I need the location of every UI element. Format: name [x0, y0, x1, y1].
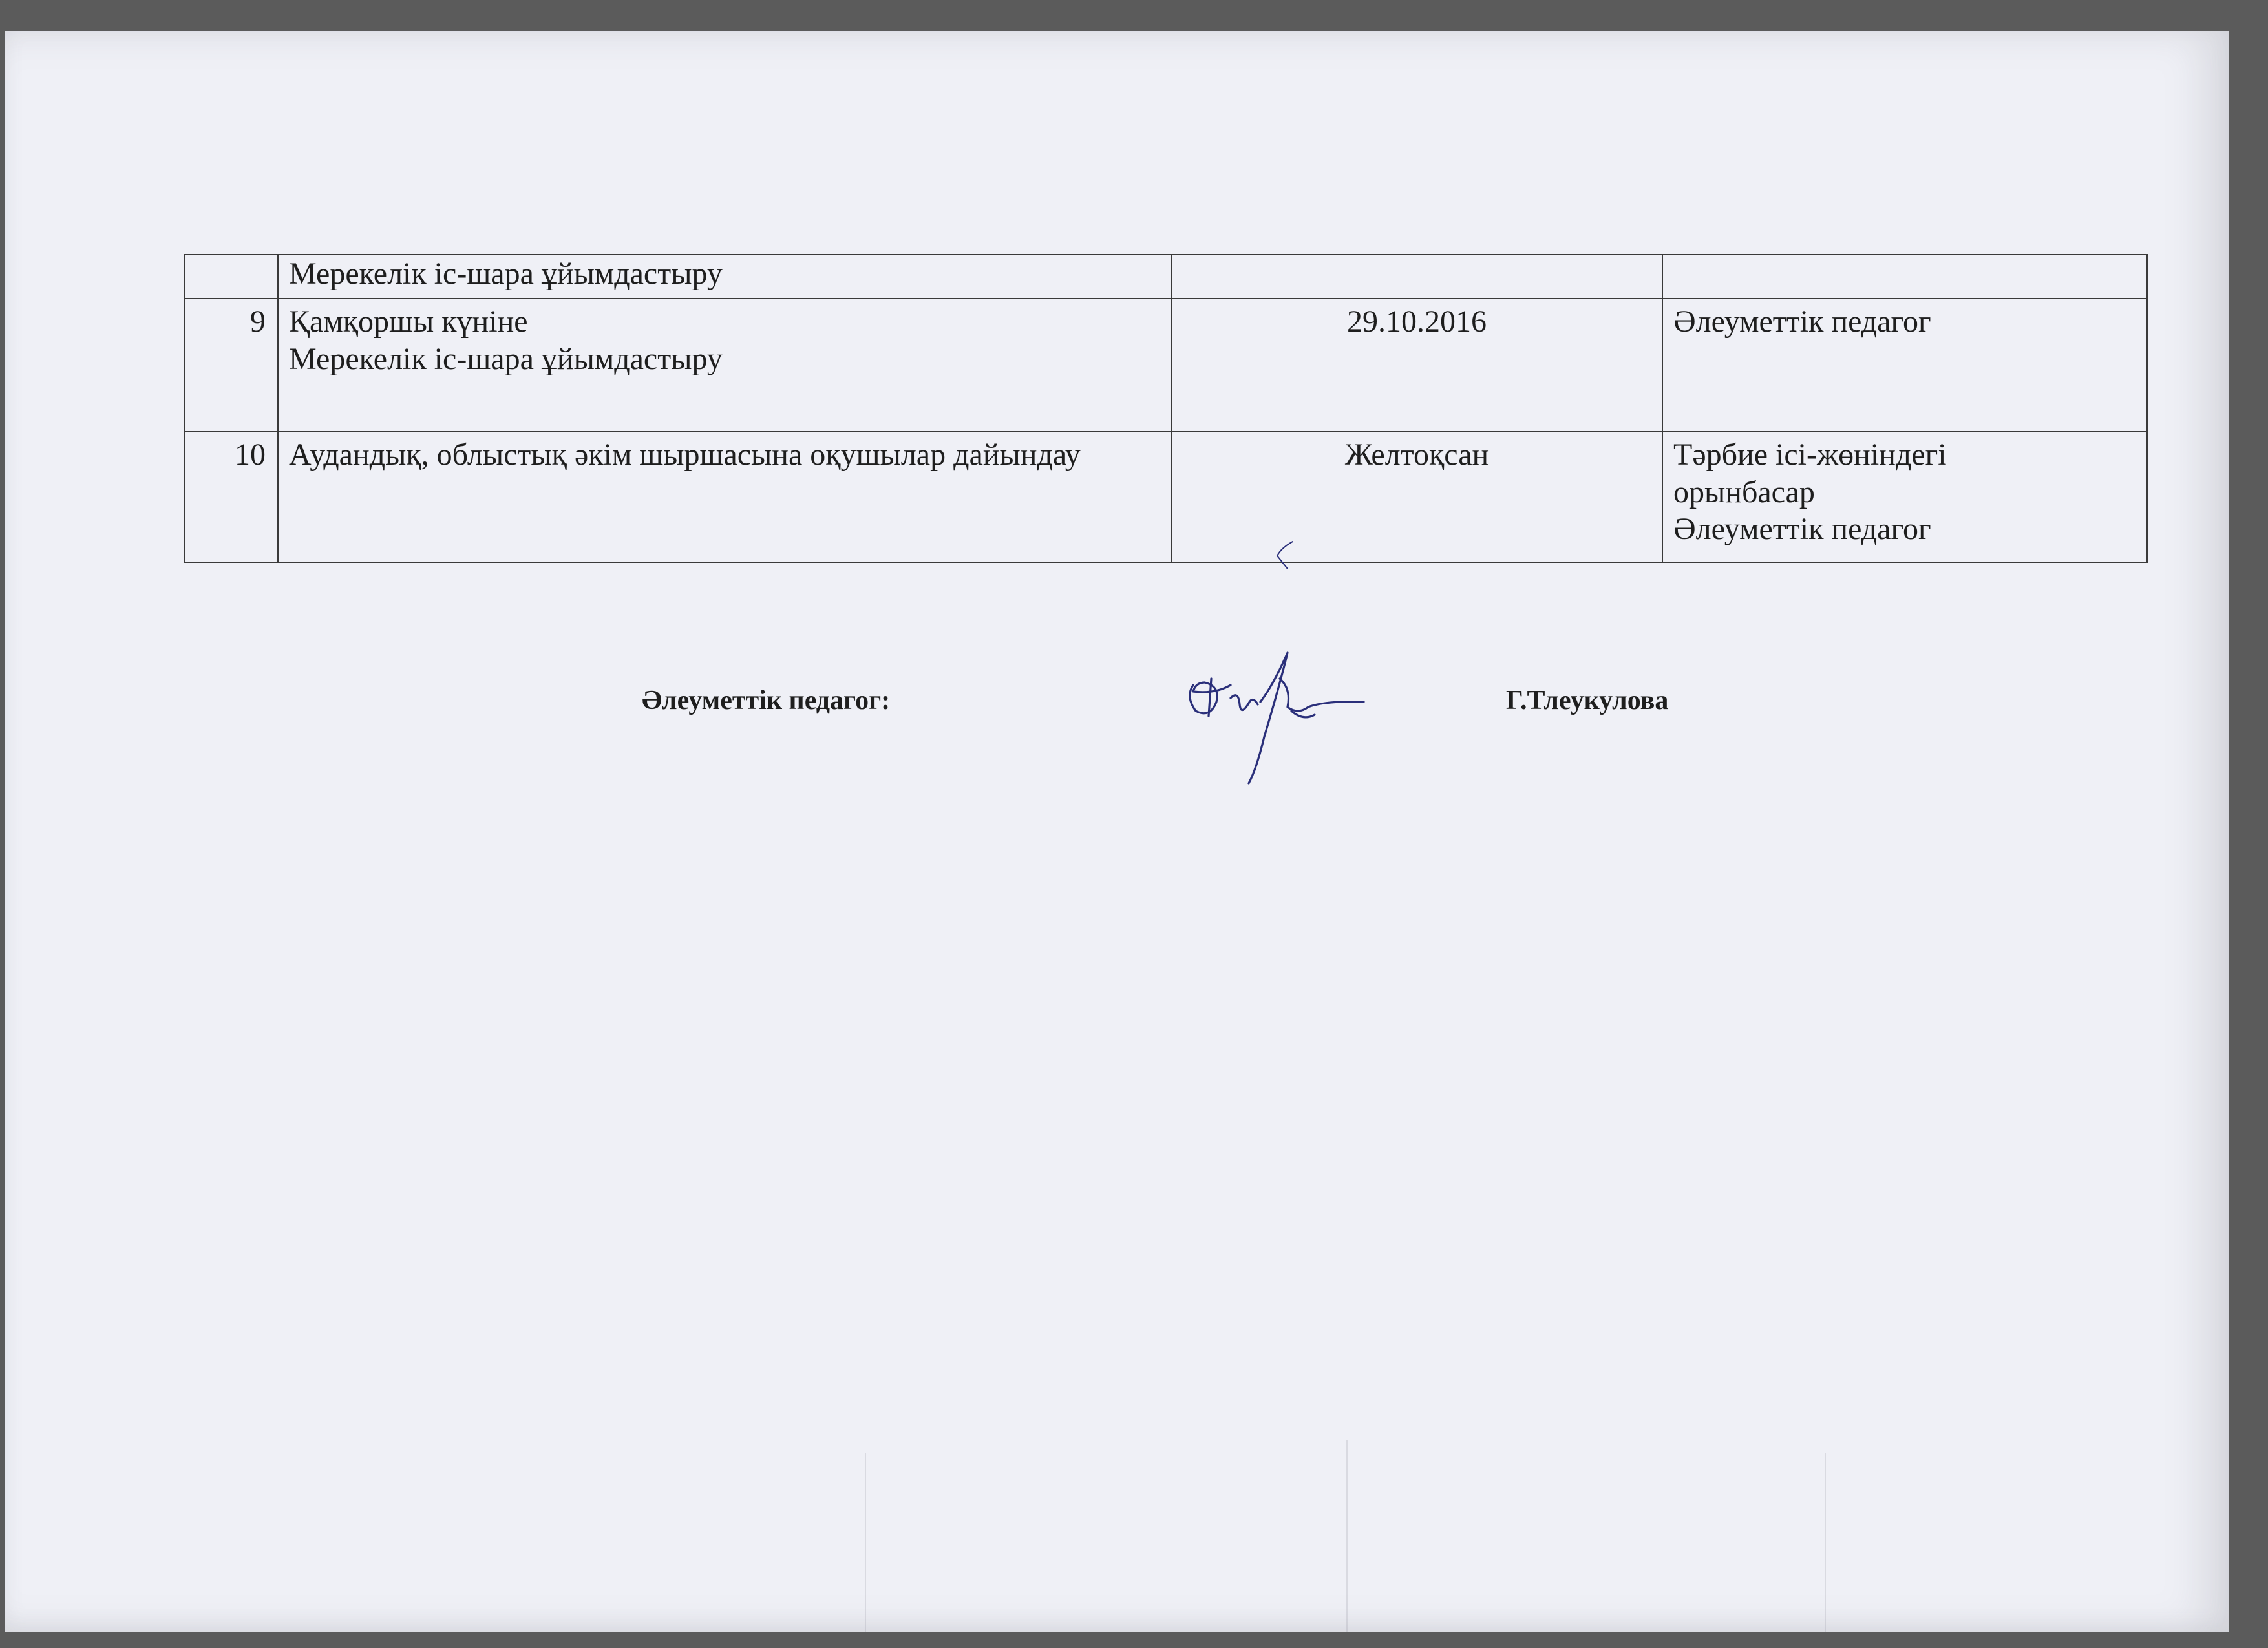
table-row [185, 299, 2147, 432]
responsible-cell [1662, 299, 2147, 432]
responsible-cell [1662, 432, 2147, 562]
paper-crease [1825, 1453, 1826, 1632]
responsible-text: Әлеуметтік педагог [1673, 512, 1931, 547]
activity-text: Аудандық, облыстық әкім шыршасына оқушылар дайындау [289, 438, 1081, 472]
activity-cell [278, 432, 1171, 562]
paper-crease [1346, 1440, 1348, 1632]
activity-text: Мерекелік іс-шара ұйымдастыру [289, 257, 723, 291]
row-number [185, 255, 278, 299]
table-row [185, 255, 2147, 299]
responsible-cell [1662, 255, 2147, 299]
date-cell: 29.10.2016 [1171, 299, 1662, 432]
activity-cell [278, 299, 1171, 432]
row-number: 9 [185, 299, 278, 432]
activity-text: Мерекелік іс-шара ұйымдастыру [289, 341, 723, 376]
date-cell [1171, 255, 1662, 299]
signature-role-label: Әлеуметтік педагог: [642, 686, 891, 715]
events-table [184, 254, 2148, 563]
table-row [185, 432, 2147, 562]
activity-cell [278, 255, 1171, 299]
row-number: 10 [185, 432, 278, 562]
date-cell: Желтоқсан [1171, 432, 1662, 562]
responsible-text: Тәрбие ісі-жөніндегі [1673, 438, 1947, 472]
responsible-text: Әлеуметтік педагог [1673, 304, 1931, 339]
activity-text: Қамқоршы күніне [289, 304, 528, 339]
responsible-text: орынбасар [1673, 474, 1815, 509]
signatory-name: Г.Тлеукулова [1506, 686, 1669, 715]
pen-stroke-mark [1273, 536, 1299, 582]
signature-mark [1176, 640, 1383, 795]
paper-crease [865, 1453, 866, 1632]
